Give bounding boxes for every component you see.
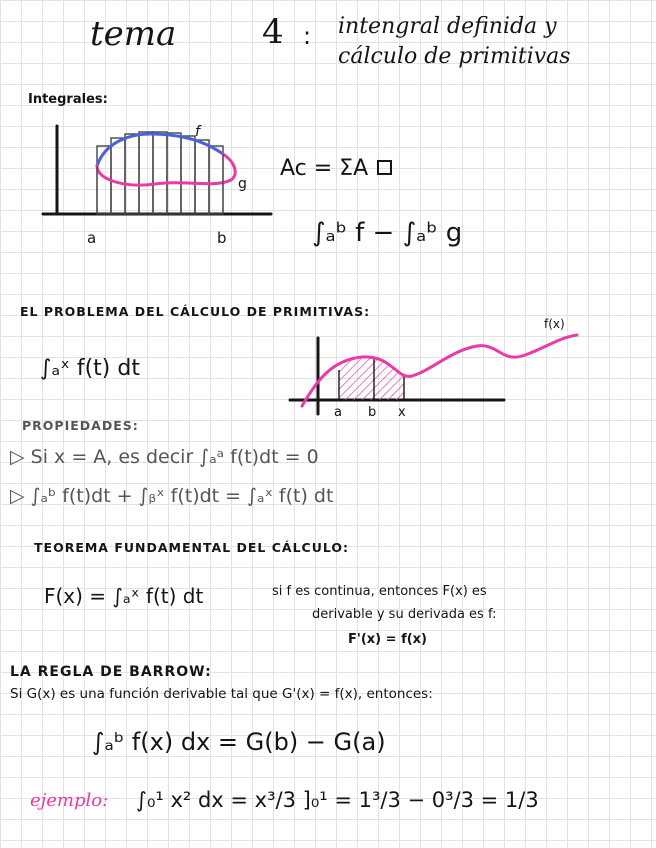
ejemplo-formula: ∫₀¹ x² dx = x³/3 ]₀¹ = 1³/3 − 0³/3 = 1/3	[136, 788, 539, 812]
label-x: x	[398, 405, 406, 420]
teorema-cond-line2: derivable y su derivada es f:	[312, 607, 497, 622]
teorema-heading: TEOREMA FUNDAMENTAL DEL CÁLCULO:	[34, 540, 350, 555]
square-icon	[377, 160, 392, 175]
label-b2: b	[368, 405, 377, 420]
g-curve	[97, 154, 235, 185]
problema-integral: ∫ₐˣ f(t) dt	[40, 356, 140, 381]
problema-heading: EL PROBLEMA DEL CÁLCULO DE PRIMITIVAS:	[20, 304, 371, 319]
area-formula-text: Ac = ΣA	[280, 156, 369, 181]
difference-formula: ∫ₐᵇ f − ∫ₐᵇ g	[312, 218, 463, 248]
barrow-statement: Si G(x) es una función derivable tal que G'(x) = f(x), entonces:	[10, 686, 433, 702]
primitive-area-graph	[282, 310, 592, 420]
label-a2: a	[334, 405, 342, 420]
label-a: a	[87, 229, 97, 247]
propiedades-item2: ▷ ∫ₐᵇ f(t)dt + ∫ᵦˣ f(t)dt = ∫ₐˣ f(t) dt	[10, 485, 334, 507]
ejemplo-label: ejemplo:	[30, 790, 109, 811]
area-between-curves-graph	[35, 118, 280, 248]
integrales-label: Integrales:	[28, 92, 108, 107]
f-curve	[97, 134, 223, 166]
label-fx: f(x)	[544, 317, 565, 331]
label-f: f	[195, 124, 200, 140]
teorema-cond-line3: F'(x) = f(x)	[348, 632, 427, 647]
label-b: b	[217, 229, 227, 247]
title-line2: cálculo de primitivas	[338, 44, 571, 69]
title-number: 4	[262, 12, 284, 52]
title-line1: intengral definida y	[338, 14, 557, 39]
propiedades-item1: ▷ Si x = A, es decir ∫ₐᵃ f(t)dt = 0	[10, 446, 319, 468]
label-g: g	[238, 176, 247, 192]
title-colon: :	[303, 22, 312, 50]
teorema-cond-line1: si f es continua, entonces F(x) es	[272, 584, 487, 599]
teorema-formula: F(x) = ∫ₐˣ f(t) dt	[44, 584, 204, 608]
barrow-formula: ∫ₐᵇ f(x) dx = G(b) − G(a)	[92, 728, 386, 756]
title-tema: tema	[90, 14, 177, 54]
propiedades-heading: PROPIEDADES:	[22, 418, 139, 433]
area-formula	[280, 156, 392, 181]
shaded-area	[339, 357, 404, 400]
barrow-heading: LA REGLA DE BARROW:	[10, 664, 212, 680]
